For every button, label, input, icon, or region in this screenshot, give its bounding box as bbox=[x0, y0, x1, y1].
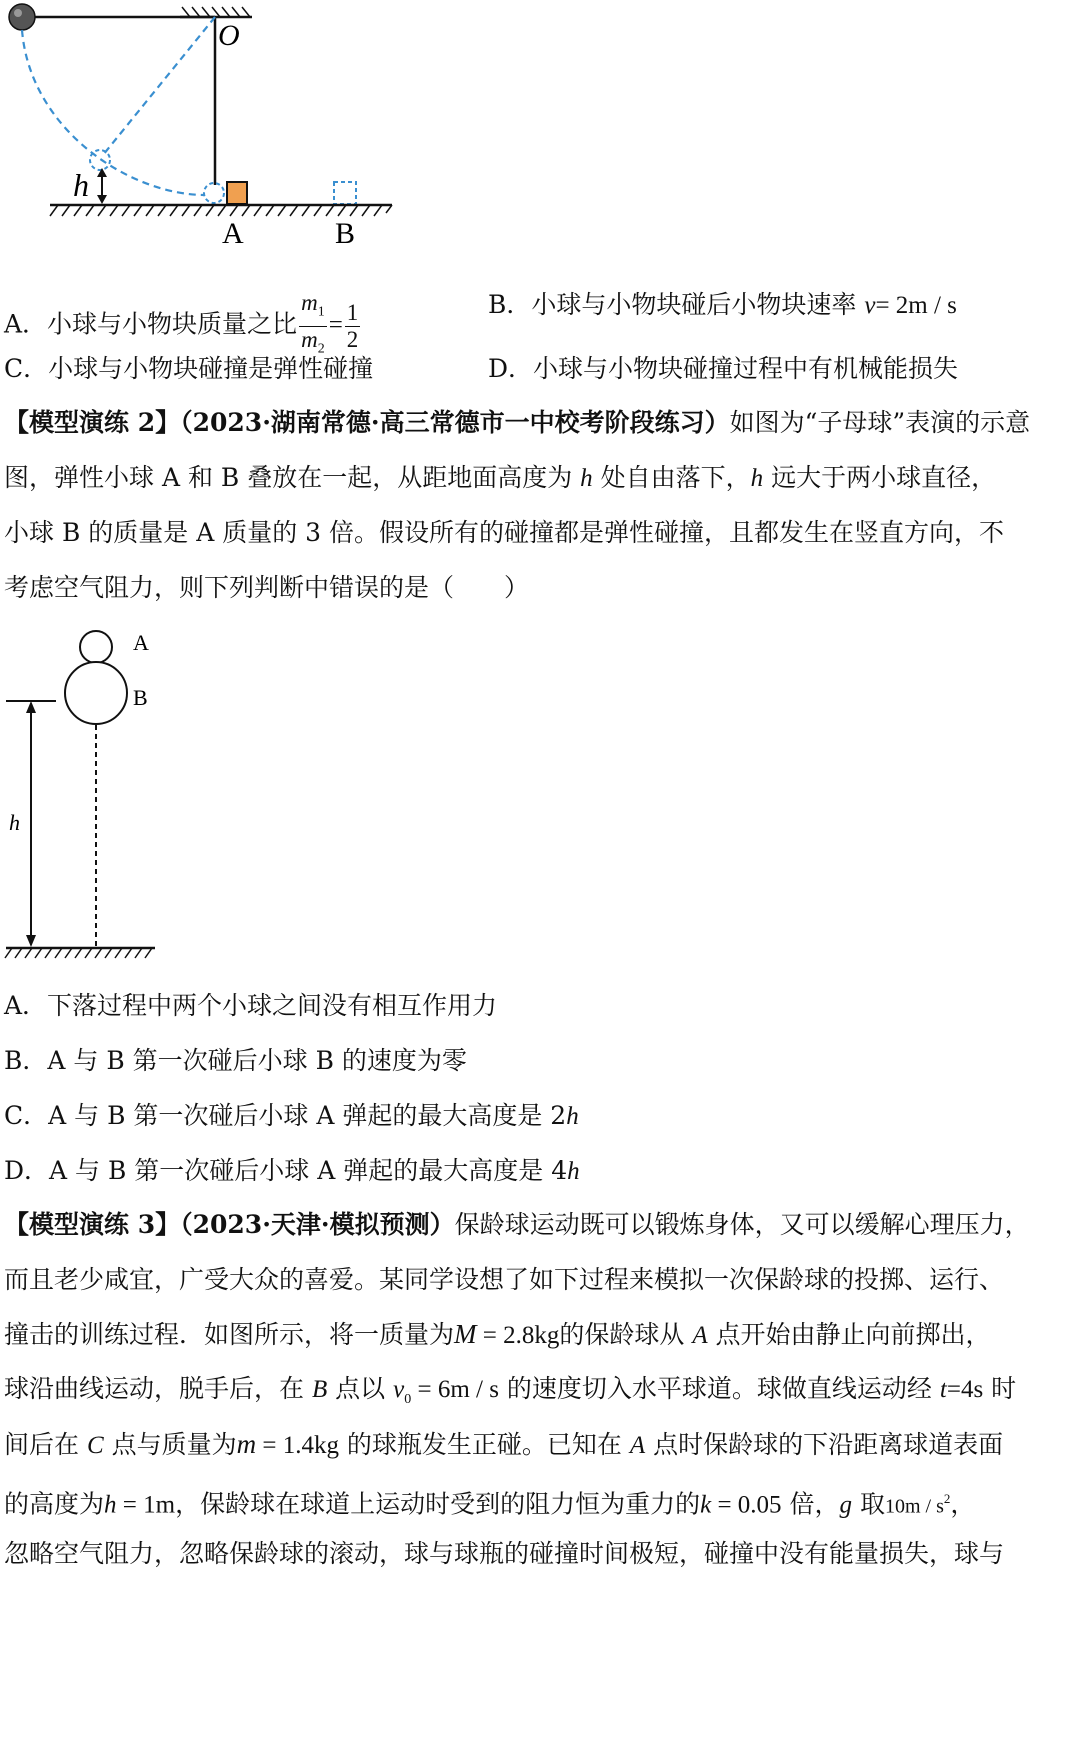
q1-option-a[interactable]: A．小球与小物块质量之比 $\frac{m_1}{m_2}$ = $\frac{1}{2}$ bbox=[4, 290, 362, 362]
q2-tag: 【模型演练 2】 bbox=[4, 408, 181, 437]
label-A: A bbox=[222, 217, 244, 250]
q2-option-b[interactable]: B．A 与 B 第一次碰后小球 B 的速度为零 bbox=[4, 1046, 467, 1075]
q2-source: （2023·湖南常德·高三常德市一中校考阶段练习） bbox=[180, 408, 730, 437]
q2-line-4: 考虑空气阻力，则下列判断中错误的是（ ） bbox=[4, 573, 530, 602]
q3-line-5: 间后在 C 点与质量为m = 1.4kg 的球瓶发生正碰。已知在 A 点时保龄球的下沿距离球道表面 bbox=[4, 1429, 1004, 1459]
stacked-balls-figure bbox=[0, 625, 170, 970]
ball-label-B: B bbox=[133, 685, 148, 710]
height-label-h: h bbox=[9, 810, 20, 835]
ball-label-A: A bbox=[133, 630, 149, 655]
pendulum-collision-figure bbox=[0, 0, 420, 255]
label-O: O bbox=[218, 19, 240, 52]
one-half-fraction: $\frac{1}{2}$ bbox=[346, 299, 359, 352]
label-h: h bbox=[73, 167, 89, 203]
q3-line-1: 【模型演练 3】（2023·天津·模拟预测）保龄球运动既可以锻炼身体，又可以缓解心理压力， bbox=[4, 1210, 1030, 1239]
q2-option-a[interactable]: A．下落过程中两个小球之间没有相互作用力 bbox=[4, 991, 498, 1020]
q3-line-7: 忽略空气阻力，忽略保龄球的滚动，球与球瓶的碰撞时间极短，碰撞中没有能量损失，球与 bbox=[4, 1539, 1005, 1568]
q2-line-2: 图，弹性小球 A 和 B 叠放在一起，从距地面高度为 h 处自由落下，h 远大于两小球直径， bbox=[4, 463, 997, 492]
q3-line-2: 而且老少咸宜，广受大众的喜爱。某同学设想了如下过程来模拟一次保龄球的投掷、运行、 bbox=[4, 1265, 1005, 1294]
q2-option-c[interactable]: C．A 与 B 第一次碰后小球 A 弹起的最大高度是 2h bbox=[4, 1101, 579, 1130]
q3-line-4: 球沿曲线运动，脱手后，在 B 点以 $v_0 = 6m / s$ 的速度切入水平球道。球做直线运动经 t=4s 时 bbox=[4, 1374, 1017, 1407]
q3-source: （2023·天津·模拟预测） bbox=[180, 1210, 455, 1239]
q3-line-6: 的高度为h = 1m，保龄球在球道上运动时受到的阻力恒为重力的k = 0.05 倍，g 取$10m / s^2$， bbox=[4, 1489, 976, 1519]
q2-option-d[interactable]: D．A 与 B 第一次碰后小球 A 弹起的最大高度是 4h bbox=[4, 1156, 580, 1185]
q2-line-3: 小球 B 的质量是 A 质量的 3 倍。假设所有的碰撞都是弹性碰撞，且都发生在竖直方向，不 bbox=[4, 518, 1005, 547]
q3-tag: 【模型演练 3】 bbox=[4, 1210, 181, 1239]
q3-line-3: 撞击的训练过程．如图所示，将一质量为M = 2.8kg的保龄球从 A 点开始由静止向前掷出， bbox=[4, 1319, 991, 1349]
q1-option-b[interactable]: B．小球与小物块碰后小物块速率 v= 2m / s bbox=[488, 290, 957, 319]
q1-option-d[interactable]: D．小球与小物块碰撞过程中有机械能损失 bbox=[488, 354, 959, 383]
q2-line-1: 【模型演练 2】（2023·湖南常德·高三常德市一中校考阶段练习）如图为“子母球”表演的示意 bbox=[4, 408, 1031, 437]
label-B: B bbox=[335, 217, 356, 250]
q1-option-c[interactable]: C．小球与小物块碰撞是弹性碰撞 bbox=[4, 354, 374, 383]
mass-ratio-fraction: $\frac{m_1}{m_2}$ bbox=[301, 290, 325, 357]
